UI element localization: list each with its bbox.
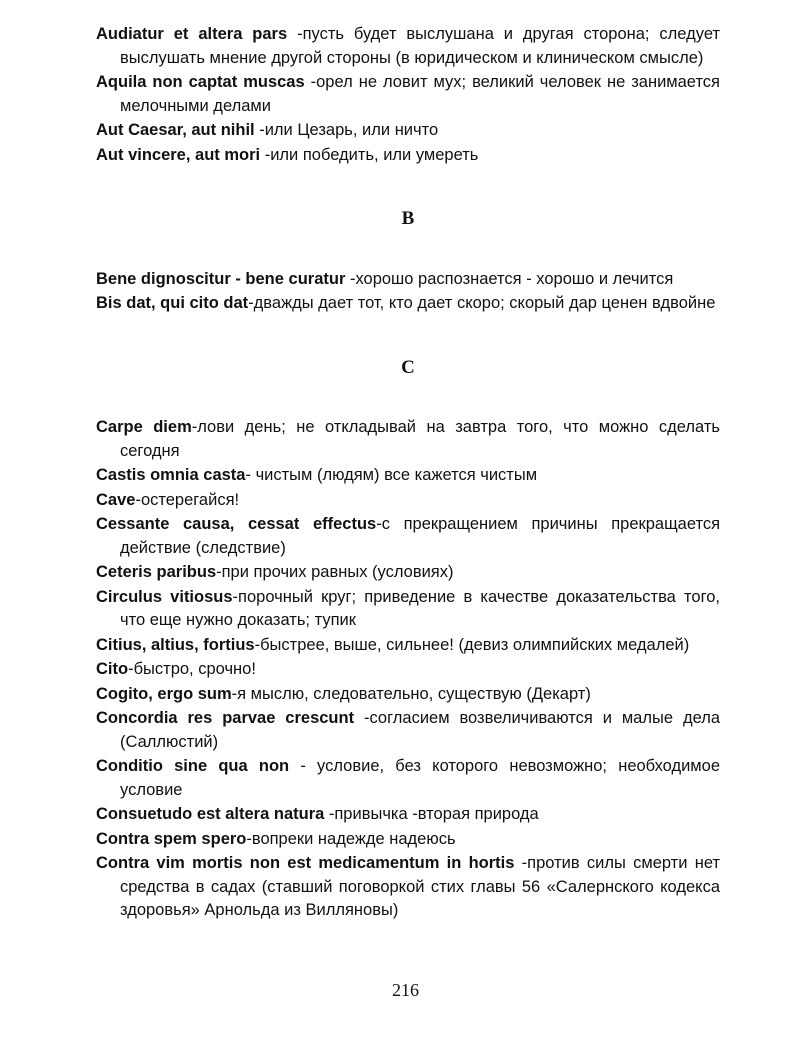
- entry: [96, 851, 720, 922]
- entry-definition: - условие, без которого невозможно; необходимое условие: [120, 757, 720, 799]
- entry-definition: -хорошо распознается - хорошо и лечится: [345, 269, 674, 288]
- entry-definition: -согласием возвеличиваются и малые дела (Саллюстий): [120, 709, 720, 751]
- entry-definition: -привычка -вторая природа: [324, 805, 539, 823]
- entry: [96, 560, 720, 584]
- entry: [96, 118, 720, 142]
- entry-term: Bene dignoscitur - bene curatur: [96, 269, 346, 288]
- entry: [96, 827, 720, 851]
- entry-term: Circulus vitiosus: [96, 587, 233, 606]
- entry-term: Contra spem spero: [96, 829, 247, 848]
- entry-definition: -против силы смерти нет средства в садах (ставший поговоркой стих главы 56 «Салернского кодекса здоровья» Арнольда из Вилляновы): [120, 854, 721, 919]
- entry-definition: -быстро, срочно!: [128, 660, 256, 678]
- entry-definition: -при прочих равных (условиях): [216, 563, 454, 581]
- entry-definition: - чистым (людям) все кажется чистым: [245, 466, 538, 484]
- entry-definition: -порочный круг; приведение в качестве доказательства того, что еще нужно доказать; тупик: [120, 587, 720, 629]
- page-number: 216: [392, 980, 419, 1000]
- section-letter-heading: B: [401, 208, 415, 229]
- entry-term: Audiatur et altera pars: [96, 25, 288, 43]
- entry-definition: -или победить, или умереть: [260, 145, 479, 164]
- entry-definition: -дважды дает тот, кто дает скоро; скорый дар ценен вдвойне: [248, 294, 716, 312]
- entry: [96, 267, 720, 291]
- section-letter-heading: C: [401, 356, 415, 378]
- entry-definition: -остерегайся!: [135, 490, 240, 509]
- entry: [96, 70, 720, 117]
- entry-term: Aut vincere, aut mori: [96, 145, 261, 164]
- entry-definition: -я мыслю, следовательно, существую (Декарт): [231, 684, 591, 703]
- entry: [96, 682, 720, 706]
- entry-definition: -с прекращением причины прекращается действие (следствие): [120, 515, 721, 557]
- entry-definition: -быстрее, выше, сильнее! (девиз олимпийских медалей): [254, 635, 690, 654]
- entry-term: Conditio sine qua non: [96, 757, 290, 775]
- entry-term: Cessante causa, cessat effectus: [96, 515, 377, 533]
- entry-term: Contra vim mortis non est medicamentum in hortis: [96, 854, 515, 872]
- entry-term: Cave: [96, 490, 136, 509]
- entry: [96, 633, 720, 657]
- entry-definition: -лови день; не откладывай на завтра того, что можно сделать сегодня: [120, 418, 720, 460]
- entry: [96, 754, 720, 801]
- entry: [96, 143, 720, 167]
- section-a: [96, 22, 720, 166]
- entry: [96, 657, 720, 681]
- entry: [96, 585, 720, 632]
- entry: [96, 22, 720, 69]
- entry-term: Cito: [96, 660, 129, 678]
- section-c: [96, 357, 720, 922]
- entry: [96, 706, 720, 753]
- dictionary-page: [96, 22, 720, 923]
- entry-definition: -вопреки надежде надеюсь: [246, 829, 456, 848]
- entry-definition: -орел не ловит мух; великий человек не занимается мелочными делами: [120, 73, 720, 115]
- entry: [96, 802, 720, 826]
- entry-term: Bis dat, qui cito dat: [96, 294, 249, 312]
- entry-term: Ceteris paribus: [96, 563, 217, 581]
- entry-definition: -пусть будет выслушана и другая сторона; следует выслушать мнение другой стороны (в юридическом и клиническом смысле): [120, 25, 721, 67]
- entry-term: Aut Caesar, aut nihil: [96, 121, 255, 139]
- entry: [96, 512, 720, 559]
- entry-term: Aquila non captat muscas: [96, 73, 305, 91]
- entry-term: Cogito, ergo sum: [96, 684, 232, 703]
- entry-term: Concordia res parvae crescunt: [96, 709, 355, 727]
- entry-term: Castis omnia casta: [96, 466, 246, 484]
- entry-term: Citius, altius, fortius: [96, 635, 255, 654]
- entry: [96, 291, 720, 315]
- entry: [96, 488, 720, 512]
- entry-term: Carpe diem: [96, 418, 192, 436]
- entry-definition: -или Цезарь, или ничто: [254, 121, 439, 139]
- entry-term: Consuetudo est altera natura: [96, 805, 325, 823]
- entry: [96, 463, 720, 487]
- section-b: [96, 208, 720, 315]
- entry: [96, 415, 720, 462]
